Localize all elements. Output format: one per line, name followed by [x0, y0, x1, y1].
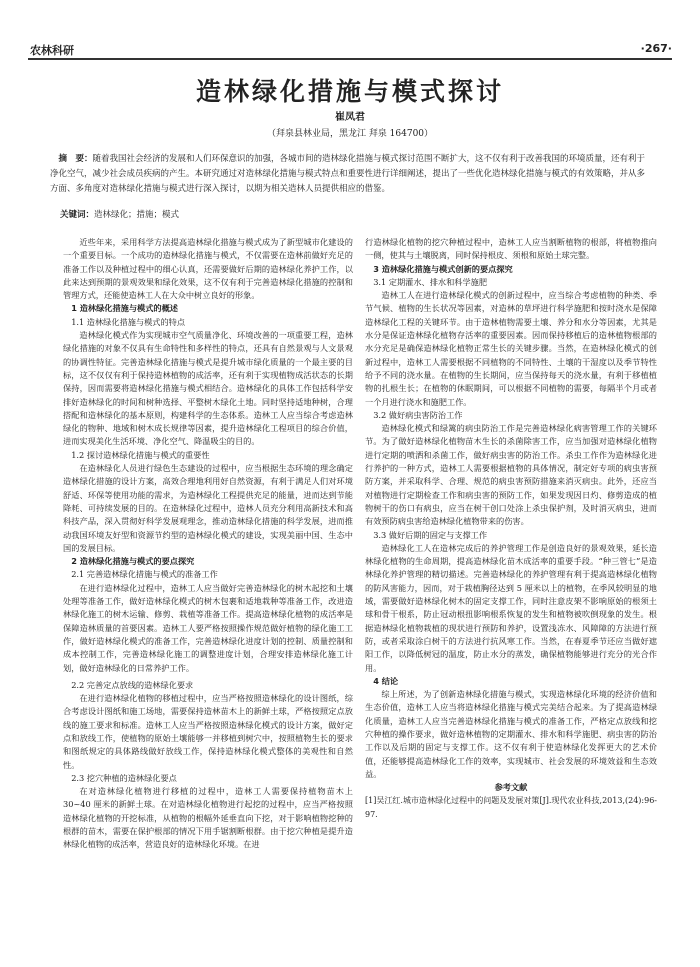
abstract-text: 随着我国社会经济的发展和人们环保意识的加强，各城市间的造林绿化措施与模式探讨范围不断扩大，这不仅有利于改善我国的环境质量，还有利于净化空气，减少社会成员疾病的产生。本研究通过对造林绿化措施与模式特点和重要性进行详细阐述，提出了一些优化造林绿化措施与模式的有效策略，并从多方面、多角度对造林绿化措施与模式进行深入探讨，以期为相关造林人员提供相应的借鉴。: [50, 154, 646, 194]
paragraph: 在对造林绿化植物进行移植的过程中，造林工人需要保持植物苗木上 30~40 厘米的新鲜土球。在对造林绿化植物进行起挖的过程中，应当严格按照造林绿化植物的开挖标准，从植物的根幅外延垂直向下挖，对于影响植物挖种的根群的苗木，需要在保护根部的情况下用手锯割断根群。由于挖穴种植是提升造林绿化植物的成活率，营造良好的造林绿化环境。在进: [63, 786, 353, 850]
header-rule: [28, 58, 672, 60]
subsection-heading: 2.2 完善定点放线的造林绿化要求: [71, 679, 194, 690]
section-heading: 3 造林绿化措施与模式创新的要点探究: [373, 263, 513, 274]
section-heading: 1 造林绿化措施与模式的概述: [71, 303, 178, 314]
journal-name: 农林科研: [30, 44, 74, 57]
paragraph: 造林工人在进行造林绿化模式的创新过程中，应当综合考虑植物的种类、季节气候、植物的生长状况等因素，对造林的草坪进行科学施肥和按时浇水是保障造林绿化工程的关键环节。由于造林植物需要土壤、养分和水分等因素，尤其是水分是保证造林绿化植物存活率的重要因素。因而保持移植后的造林植物根部的水分充足是确保造林绿化植物正常生长的关键步骤。当然，在造林绿化模式的创新过程中，造林工人需要根据不同植物的不同特性、土壤的干湿度以及季节特性给予不同的浇水量。在植物的生长期间，应当保持每天的浇水量，有利于移植植物的扎根生长；在植物的休眠期间，可以根据不同植物的需要，每隔半个月或者一个月进行浇水和施肥工作。: [365, 290, 657, 407]
paragraph: 在进行造林绿化植物的移植过程中，应当严格按照造林绿化的设计图纸，综合考虑设计图纸和施工场地，需要保持造林苗木上的新鲜土球，严格按照定点放线的施工要求和标准。造林工人应当严格按照造林绿化模式的设计方案，做好定点和放线工作，使植物的原始土壤能够一并移植到树穴中，按照植物生长的要求和图纸规定的具体路线做好放线工作，保持造林绿化模式整体的美观性和自然性。: [63, 693, 353, 770]
reference-item: [1]吴江红.城市造林绿化过程中的问题及发展对策[J].现代农业科技,2013,(24):96-97.: [365, 796, 657, 819]
affiliation: （拜泉县林业局，黑龙江 拜泉 164700）: [266, 129, 434, 139]
paragraph: 造林绿化工人在造林完成后的养护管理工作是创造良好的景观效果，延长造林绿化植物的生命周期，提高造林绿化苗木成活率的重要手段。“种三管七”是造林绿化养护管理的精切描述。完善造林绿化的养护管理有利于提高造林绿化植物的防风害能力，因而，对于栽植胸径达到 5 厘米以上的植物，在季风较明显的地域，需要做好造林绿化树木的固定支撑工作，同时注意皮架不影响原始的根须土球和骨干根系，防止冠动根扭影响根系恢复的发生和植物被吹倒现象的发生。根据造林绿化植物栽植的现状进行预防和养护，设置浅冻水、风障障的方法进行预防，或者采取涂白树干的方法进行抗风寒工作。当然，在春夏季节还应当做好遮阳工作，以降低树冠的温度，防止水分的蒸发，确保植物能够进行充分的光合作用。: [365, 542, 657, 673]
paragraph: 造林绿化模式作为实现城市空气质量净化、环境改善的一项重要工程，造林绿化措施的对象不仅具有生命特性和多样性的特点，还具有自然景观与人文景观的协调性特征。完善造林绿化措施与模式是提升城市绿化质量的一个最主要的目标，这不仅仅有利于保持造林植物的成活率，还有利于实现植物成活状态的长期保持，因而需要将造林绿化措施与模式相结合。造林绿化的具体工作包括科学安排好造林绿化的时间和树种选择、平整树木绿化土地。同时坚持适地种树，合理搭配和造林绿化的基本原则，构建科学的生态体系。造林工人应当综合考虑造林绿化的物种、地域和树木成长规律等因素，提升造林绿化工程项目的综合价值，进而实现美化生活环境、净化空气、降温吸尘的目的。: [63, 330, 353, 447]
keywords-label: 关键词：: [60, 210, 95, 220]
paragraph: 造林绿化模式和绿篱的病虫防治工作是完善造林绿化病害管理工作的关键环节。为了做好造林绿化植物苗木生长的杀菌除害工作，应当加强对造林绿化植物进行定期的喷洒和杀菌工作，做好病虫害的防治工作。杀虫工作作为造林绿化进行养护的一种方式，造林工人需要根据植物的具体情况，制定好专项的病虫害预防方案，并采取科学、合理、规范的病虫害预防措施来消灭病虫。此外，还应当对植物进行定期检查工作和病虫害的预防工作，如果发现因日灼、修剪造成的植物树干的伤口有病虫，应当在树干创口处涂上杀虫保护剂，及时消灭病虫，进而有效预防病虫害给造林绿化植物带来的伤害。: [365, 423, 657, 527]
paragraph: 在造林绿化人员进行绿色生态建设的过程中，应当根据生态环境的理念确定造林绿化措施的设计方案，高效合理地利用好自然资源，有利于满足人们对环境舒适、环保等使用功能的需求，为造林绿化工程提供充足的能量，进而达到节能降耗、可持续发展的目的。在造林绿化过程中，造林人员充分利用高新技术和高科技产品，深入贯彻好科学发展观理念，推动造林绿化措施的科学发展，进而推动我国环境友好型和资源节约型的造林绿化模式的建设，实现美丽中国、生态中国的发展目标。: [63, 463, 353, 553]
left-column: [63, 236, 353, 852]
keywords: [60, 208, 650, 220]
author: 崔凤君: [335, 112, 365, 123]
subsection-heading: 2.1 完善造林绿化措施与模式的准备工作: [71, 569, 218, 580]
intro-paragraph: 近些年来，采用科学方法提高造林绿化措施与模式成为了新型城市化建设的一个重要目标。一个成功的造林绿化措施与模式，不仅需要在造林前做好充足的准备工作以及种植过程中的细心认真，还需要做好后期的造林绿化养护工作，以此来达到预期的景观效果和绿化效果，这不仅有利于完善造林绿化措施的控制和管理方式，还能使造林工人在大众中树立良好的形象。: [63, 237, 353, 301]
abstract: [50, 152, 650, 197]
article-title: 造林绿化措施与模式探讨: [195, 77, 504, 106]
right-column: [365, 236, 657, 821]
keywords-text: 造林绿化；措施；模式: [94, 210, 180, 220]
subsection-heading: 1.1 造林绿化措施与模式的特点: [71, 316, 186, 327]
paragraph-continued: 行造林绿化植物的挖穴种植过程中，造林工人应当割断植物的根部，将植物推向一侧，使其与土壤脱离，同时保持根皮、须根和原始土球完整。: [365, 237, 657, 261]
section-heading: 2 造林绿化措施与模式的要点探究: [71, 556, 195, 567]
abstract-label: 摘 要：: [58, 154, 93, 164]
paragraph: 综上所述，为了创新造林绿化措施与模式，实现造林绿化环境的经济价值和生态价值，造林工人应当将造林绿化措施与模式完美结合起来。为了提高造林绿化质量，造林工人应当完善造林绿化措施与模式的准备工作，严格定点放线和挖穴种植的操作要求，做好造林植物的定期灌水、排水和科学施肥、病虫害的防治工作以及后期的固定与支撑工作。这不仅有利于使造林绿化发挥更大的艺术价值，还能够提高造林绿化工作的效率，实现城市、社会发展的环境效益和生态效益。: [365, 689, 657, 779]
subsection-heading: 3.2 做好病虫害防治工作: [373, 409, 463, 420]
subsection-heading: 1.2 探讨造林绿化措施与模式的重要性: [71, 449, 210, 460]
subsection-heading: 2.3 挖穴种植的造林绿化要点: [71, 772, 177, 783]
paragraph: 在进行造林绿化过程中，造林工人应当做好完善造林绿化的树木起挖和土壤处理等准备工作，做好造林绿化模式的树木包裹和适地栽种等准备工作，改进造林绿化施工的树木运输、修剪、栽植等准备工作。提高造林绿化植物的成活率是保障造林质量的首要因素。造林工人要严格按照操作规范做好植物的绿化施工工作，做好造林绿化模式的准备工作，完善造林绿化进度计划的控制、质量控制和成本控制工作，完善造林绿化施工的调整进度计划，合理安排造林绿化施工计划，做好造林绿化的日常养护工作。: [63, 582, 353, 673]
subsection-heading: 3.1 定期灌水、排水和科学施肥: [373, 276, 488, 287]
subsection-heading: 3.3 做好后期的固定与支撑工作: [373, 529, 488, 540]
page-number: ·267·: [640, 42, 672, 55]
references-heading: 参考文献: [494, 782, 528, 793]
section-heading: 4 结论: [373, 675, 399, 686]
